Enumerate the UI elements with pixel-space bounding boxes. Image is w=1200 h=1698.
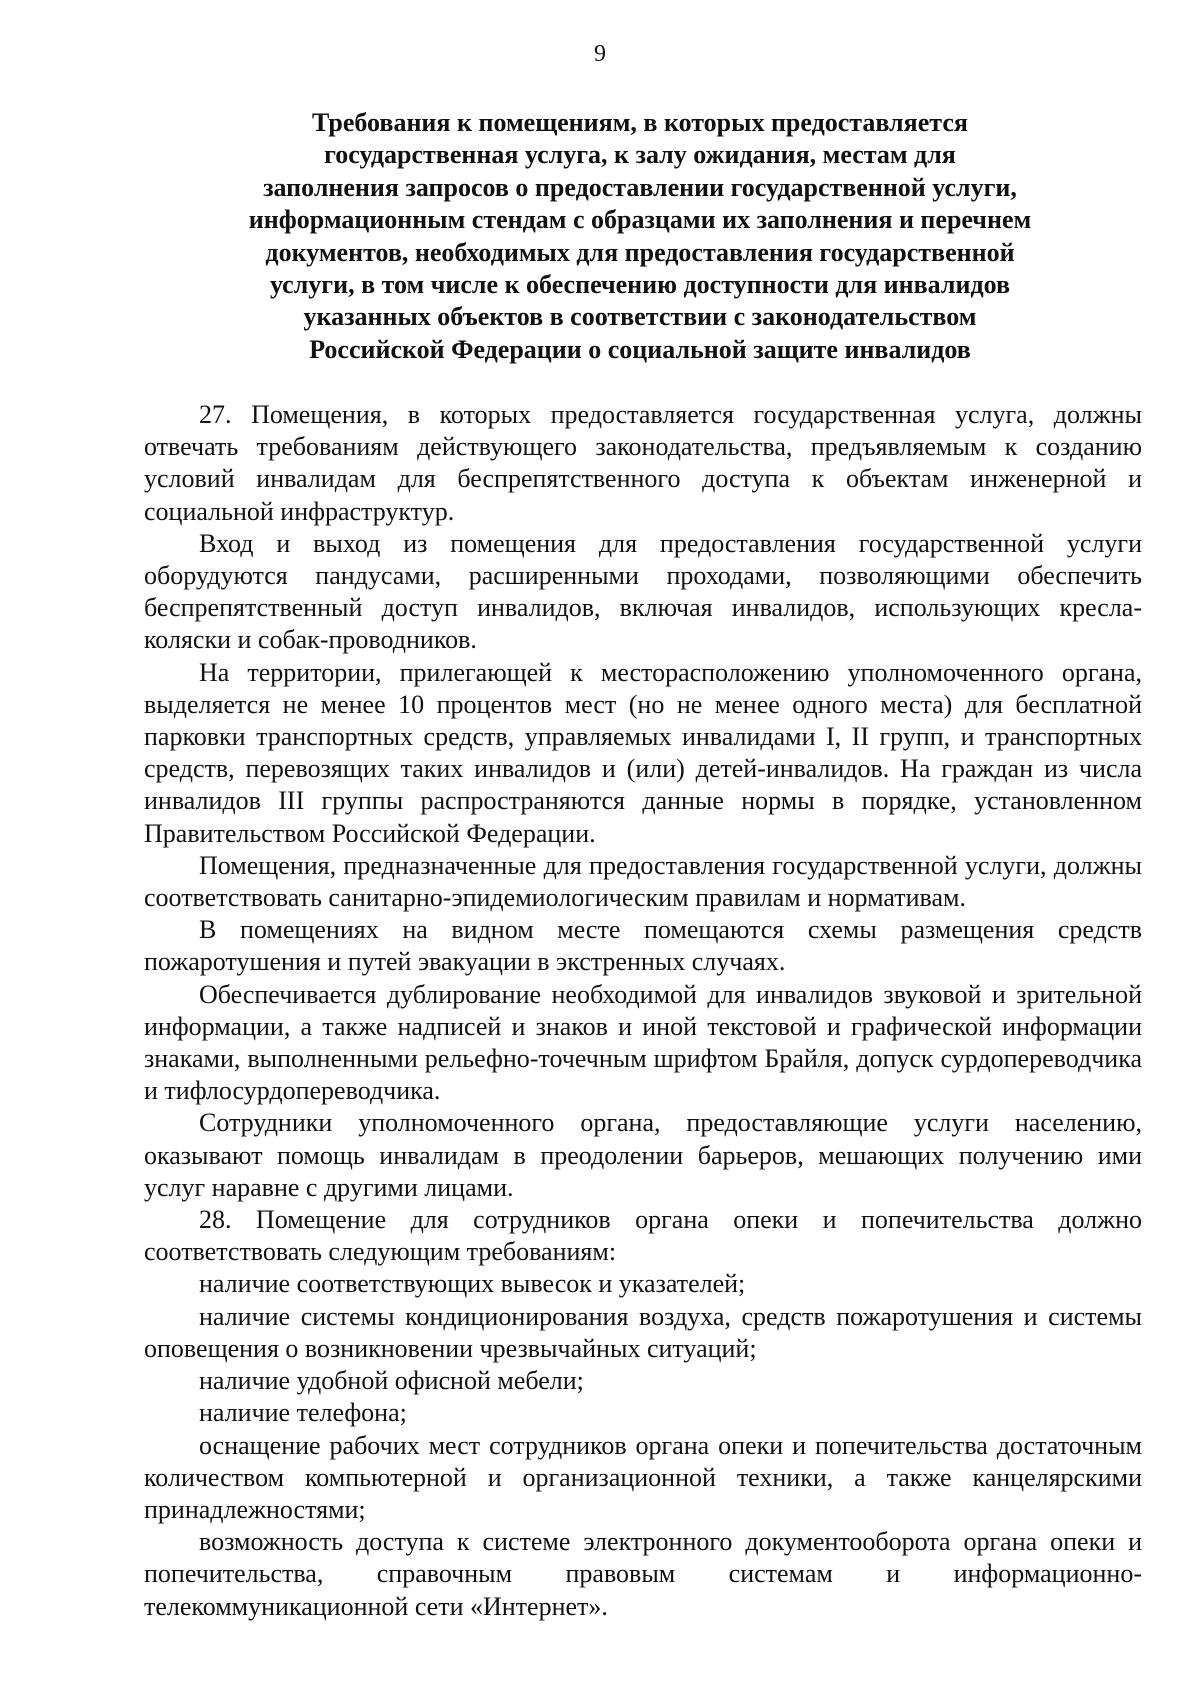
paragraph-evacuation: В помещениях на видном месте помещаются схемы размещения средств пожаротушения и путей эвакуации в экстренных случаях. [144, 915, 1142, 977]
paragraph-braille: Обеспечивается дублирование необходимой для инвалидов звуковой и зрительной информации, а также надписей и знаков и иной текстовой и графической информации знаками, выполненными рельефно-точечным шрифтом Брайля, допуск сурдопереводчика и тифлосурдопереводчика. [144, 979, 1142, 1106]
page-number: 9 [594, 41, 606, 67]
list-item-furniture: наличие удобной офисной мебели; [199, 1366, 584, 1396]
document-body [144, 399, 1142, 1623]
list-item-air-conditioning: наличие системы кондиционирования воздуха, средств пожаротушения и системы оповещения о возникновении чрезвычайных ситуаций; [144, 1301, 1142, 1363]
list-item-phone: наличие телефона; [199, 1398, 407, 1428]
paragraph-staff-assistance: Сотрудники уполномоченного органа, предоставляющие услуги населению, оказывают помощь инвалидам в преодолении барьеров, мешающих получению ими услуг наравне с другими лицами. [144, 1108, 1142, 1202]
paragraph-entrance: Вход и выход из помещения для предоставления государственной услуги оборудуются пандусами, расширенными проходами, позволяющими обеспечить беспрепятственный доступ инвалидов, включая инвалидов, использующих кресла-коляски и собак-проводников. [144, 528, 1142, 655]
paragraph-27: 27. Помещения, в которых предоставляется государственная услуга, должны отвечать требованиям действующего законодательства, предъявляемым к созданию условий инвалидам для беспрепятственного доступа к объектам инженерной и социальной инфраструктур. [144, 400, 1142, 526]
paragraph-sanitary: Помещения, предназначенные для предоставления государственной услуги, должны соответствовать санитарно-эпидемиологическим правилам и нормативам. [144, 850, 1142, 913]
list-item-signs: наличие соответствующих вывесок и указателей; [199, 1269, 746, 1299]
list-item-document-flow: возможность доступа к системе электронного документооборота органа опеки и попечительства, справочным правовым системам и информационно-телекоммуникационной сети «Интернет». [144, 1527, 1142, 1621]
list-item-equipment: оснащение рабочих мест сотрудников органа опеки и попечительства достаточным количеством компьютерной и организационной техники, а также канцелярскими принадлежностями; [144, 1430, 1142, 1524]
paragraph-28: 28. Помещение для сотрудников органа опеки и попечительства должно соответствовать следующим требованиям: [144, 1205, 1142, 1267]
section-heading: Требования к помещениям, в которых предоставляется государственная услуга, к залу ожидания, местам для заполнения запросов о предоставлении государственной услуги, информационным стендам с образцами их заполнения и перечнем документов, необходимых для предоставления государственной услуги, в том числе к обеспечению доступности для инвалидов указанных объектов в соответствии с законодательством Российской Федерации о социальной защите инвалидов [248, 108, 1032, 364]
paragraph-parking: На территории, прилегающей к месторасположению уполномоченного органа, выделяется не менее 10 процентов мест (но не менее одного места) для бесплатной парковки транспортных средств, управляемых инвалидами I, II групп, и транспортных средств, перевозящих таких инвалидов и (или) детей-инвалидов. На граждан из числа инвалидов III группы распространяются данные нормы в порядке, установленном Правительством Российской Федерации. [144, 657, 1142, 848]
